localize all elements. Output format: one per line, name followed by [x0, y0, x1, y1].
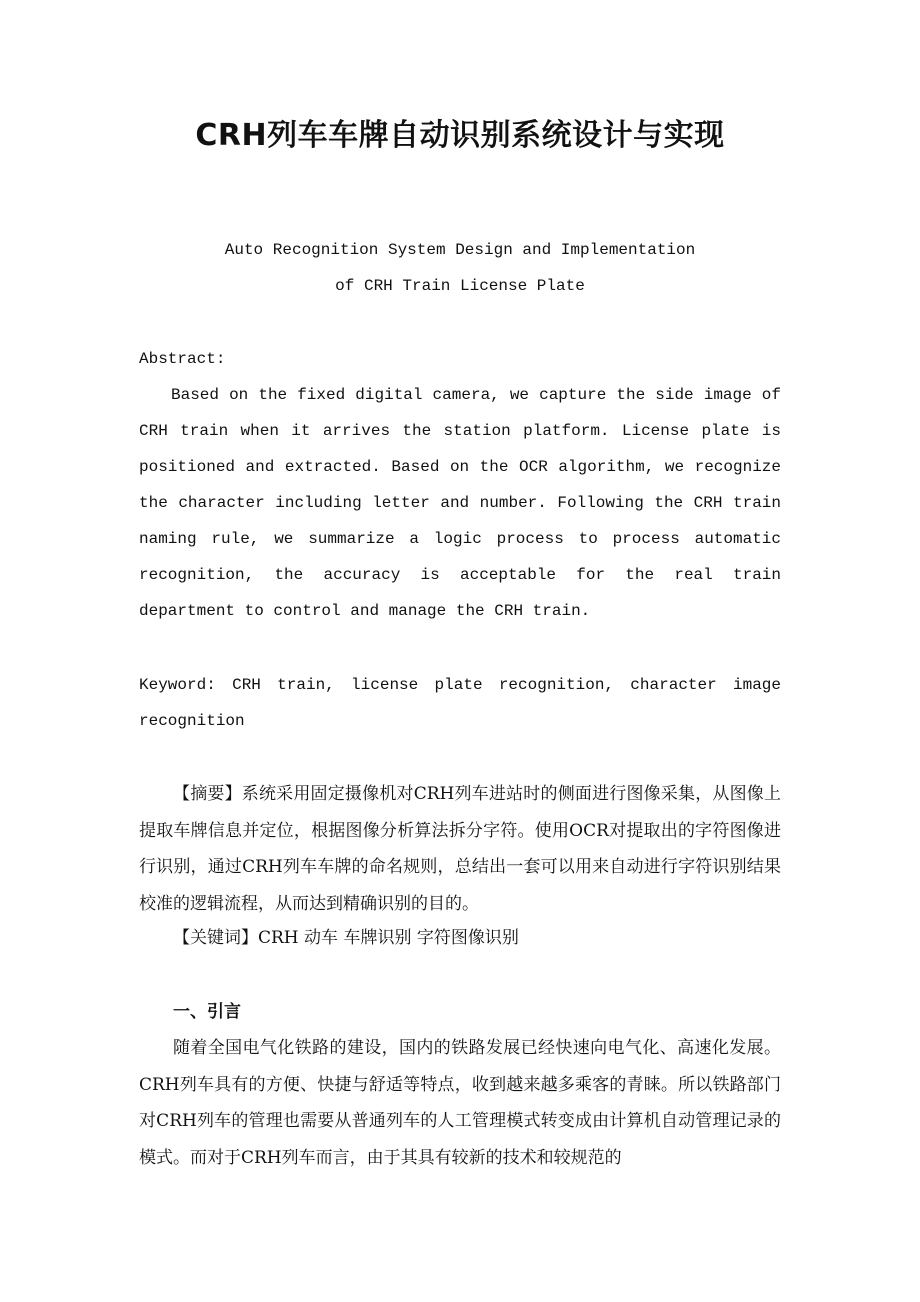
english-title-line-1: Auto Recognition System Design and Implementation — [224, 241, 696, 259]
chinese-abstract-text: 系统采用固定摄像机对CRH列车进站时的侧面进行图像采集，从图像上提取车牌信息并定位，根据图像分析算法拆分字符。使用OCR对提取出的字符图像进行识别，通过CRH列车车牌的命名规则，总结出一套可以用来自动进行字符识别结果校准的逻辑流程，从而达到精确识别的目的。 — [139, 784, 782, 914]
section-heading-introduction: 一、引言 — [173, 1002, 241, 1022]
english-keywords: Keyword: CRH train, license plate recognition, character image recognition — [139, 676, 781, 730]
chinese-keywords-text: CRH 动车 车牌识别 字符图像识别 — [258, 928, 519, 948]
chinese-keywords-tag: 【关键词】 — [173, 928, 258, 948]
chinese-abstract-tag: 【摘要】 — [173, 784, 242, 804]
chinese-abstract — [139, 776, 781, 922]
paper-title: CRH列车车牌自动识别系统设计与实现 — [195, 118, 725, 153]
introduction-paragraph: 随着全国电气化铁路的建设，国内的铁路发展已经快速向电气化、高速化发展。CRH列车具有的方便、快捷与舒适等特点，收到越来越多乘客的青睐。所以铁路部门对CRH列车的管理也需要从普通列车的人工管理模式转变成由计算机自动管理记录的模式。而对于CRH列车而言，由于其具有较新的技术和较规范的 — [139, 1038, 781, 1168]
abstract-label: Abstract: — [139, 350, 226, 368]
chinese-keywords — [139, 920, 781, 957]
english-title-line-2: of CRH Train License Plate — [335, 277, 585, 295]
abstract-text: Based on the fixed digital camera, we capture the side image of CRH train when it arrives the station platform. License plate is positioned and extracted. Based on the OCR algorithm, we recognize the character including letter and number. Following the CRH train naming rule, we summarize a logic process to process automatic recognition, the accuracy is acceptable for the real train department to control and manage the CRH train. — [139, 386, 781, 620]
